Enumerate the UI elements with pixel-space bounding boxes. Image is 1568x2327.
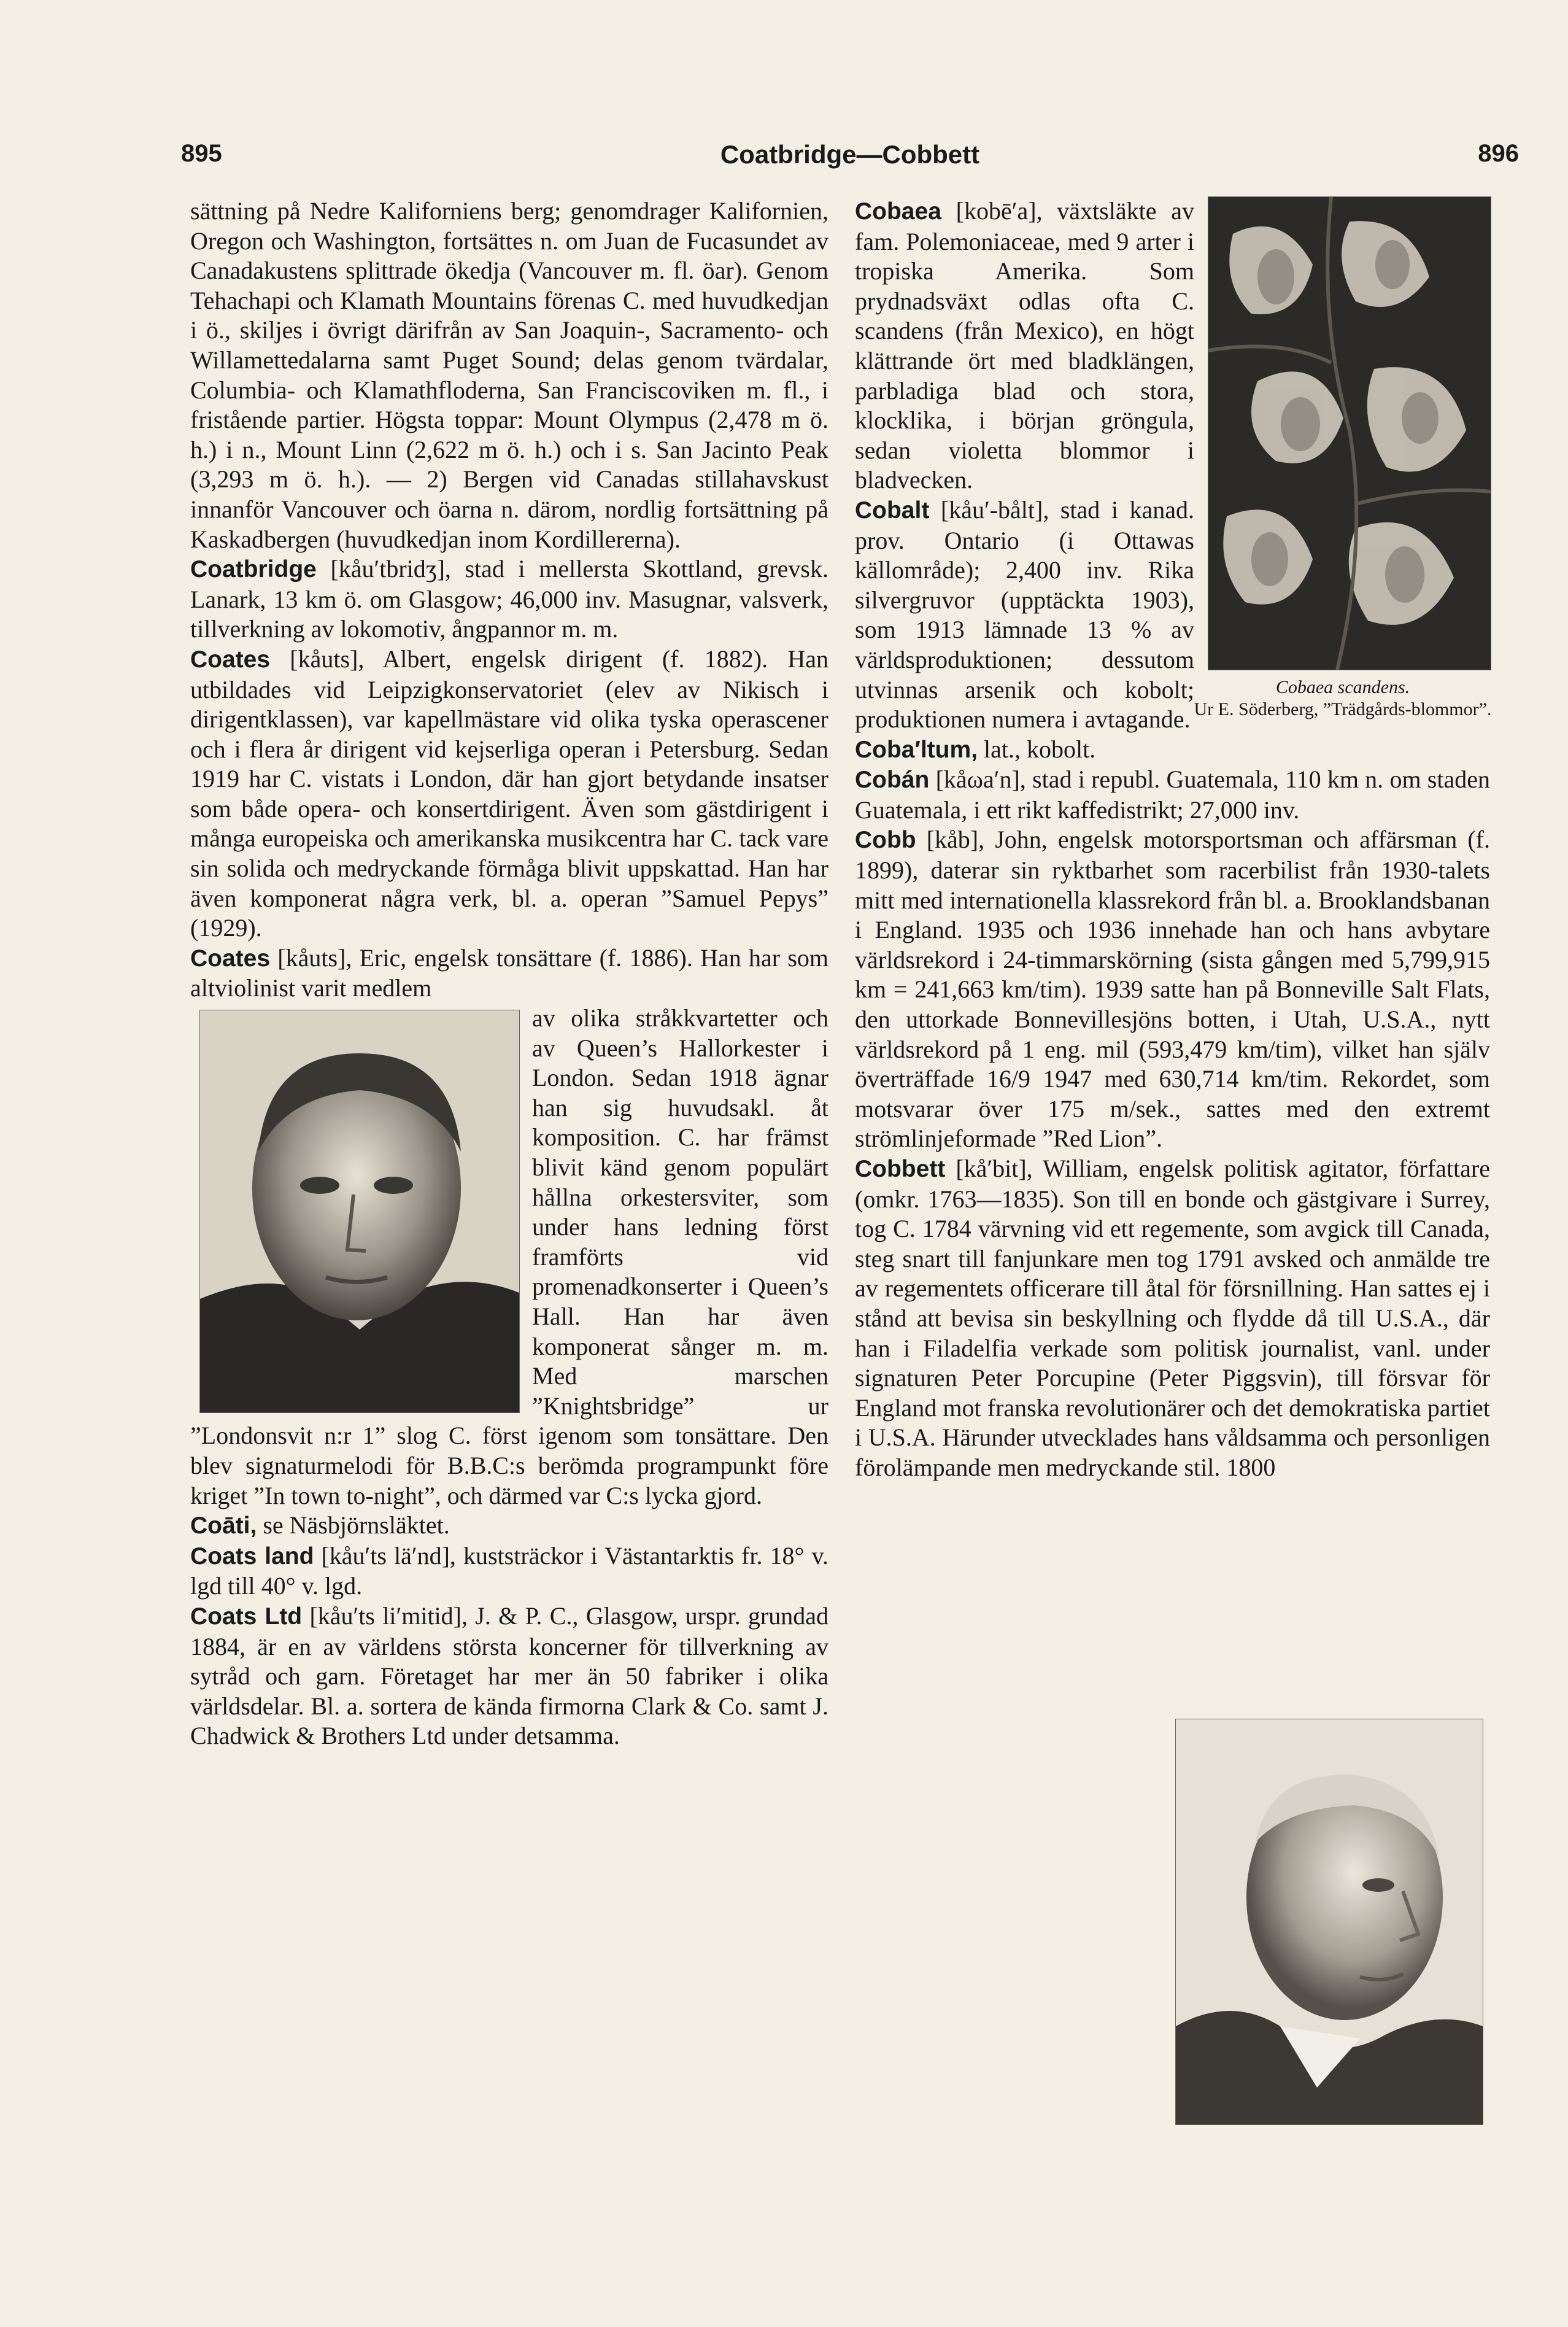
entry-coati-text: se Näsbjörnsläktet. — [257, 1511, 450, 1539]
entry-coats-land — [190, 1541, 828, 1601]
entry-cobb-text: [kåb], John, engelsk motorsportsman och affärsman (f. 1899), daterar sin ryktbarhet som racerbilist från 1930-talets mitt med internationella klassrekord från bl. a. Brooklandsbanan i England. 1935 och 1936 innehade han och hans avbytare världsrekord i 24-timmarskörning (sista gången med 5,799,915 km = 241,663 km/tim). 1939 satte han på Bonneville Salt Flats, den uttorkade Bonnevillesjöns botten, i Utah, U.S.A., nytt världsrekord på 1 eng. mil (593,479 km/tim), vilket han själv överträffade 16/9 1947 med 630,714 km/tim. Rekordet, som motsvarar över 175 m/sek., sattes med den extremt strömlinjeformade ”Red Lion”. — [855, 826, 1490, 1153]
headword-cobbett: Cobbett — [855, 1156, 946, 1182]
entry-coats-land-text: [kåu′ts lä′nd], kuststräckor i Västantarktis fr. 18° v. lgd till 40° v. lgd. — [190, 1541, 828, 1600]
headword-coats-land: Coats land — [190, 1543, 314, 1570]
entry-coats-ltd — [190, 1601, 828, 1751]
entry-cobaea-text: [kobē′a], växtsläkte av fam. Polemoniaceae, med 9 arter i tropiska Amerika. Som prydnadsväxt odlas ofta C. scandens (från Mexico), en högt klättrande ört med bladklängen, parbladiga blad och stora, klocklika, i början gröngula, sedan violetta blommor i bladvecken. — [855, 197, 1194, 494]
page-number-right: 896 — [1478, 140, 1519, 167]
flower-photo — [1208, 196, 1491, 670]
entry-coatbridge — [190, 554, 828, 645]
entry-cobb — [855, 825, 1490, 1154]
entry-coatbridge-text: [kåu′tbridʒ], stad i mellersta Skottland, grevsk. Lanark, 13 km ö. om Glasgow; 46,000 inv. Masugnar, valsverk, tillverkning av lokomotiv, ångpannor m. m. — [190, 555, 828, 643]
headword-coban: Cobán — [855, 767, 930, 794]
page-number-left: 895 — [181, 140, 222, 167]
entry-coban — [855, 765, 1490, 825]
figure-caption — [1183, 676, 1502, 721]
headword-coates-eric: Coates — [190, 945, 271, 972]
entry-coates-eric-text-a: [kåuts], Eric, engelsk tonsättare (f. 1886). Han har som altviolinist varit medlem — [190, 943, 828, 1002]
entry-cobbett — [855, 1154, 1490, 1483]
figure-cobaea-scandens — [1194, 196, 1492, 721]
left-column — [190, 196, 828, 2148]
figure-coates-portrait — [199, 1010, 519, 1412]
entry-coates-albert — [190, 645, 828, 943]
entry-cobalt-text: [kåu′-bålt], stad i kanad. prov. Ontario (i Ottawas källområde); 2,400 inv. Rika silvergruvor (upptäckta 1903), som 1913 lämnade 13 % av världsproduktionen; dessutom utvinnas arsenik och kobolt; produktionen numera i avtagande. — [855, 495, 1194, 734]
headword-coatbridge: Coatbridge — [190, 556, 317, 583]
entry-coati — [190, 1511, 828, 1541]
entry-coates-eric-continued: av olika stråkkvartetter och av Queen’s Hallorkester i London. Sedan 1918 ägnar han sig huvudsakl. åt komposition. C. har främst blivit känd genom populärt hållna orkestersviter, som under hans ledning först framförts vid promenadkonserter i Queen’s Hall. Han har även komponerat sånger m. m. Med marschen ”Knightsbridge” ur ”Londonsvit n:r 1” slog C. först igenom som tonsättare. Den blev signaturmelodi för B.B.C:s berömda programpunkt före kriget ”In town to-night”, och därmed var C:s lycka gjord. — [190, 1004, 828, 1509]
headword-cobalt: Cobalt — [855, 497, 930, 524]
headword-cobb: Cobb — [855, 827, 916, 854]
portrait-photo-cobbett — [1175, 1719, 1483, 2125]
entry-continuation-text: sättning på Nedre Kaliforniens berg; genomdrager Kalifornien, Oregon och Washington, fortsättes n. om Juan de Fucasundet av Canadakustens splittrade ökedja (Vancouver m. fl. öar). Genom Tehachapi och Klamath Mountains förenas C. med huvudkedjan i ö., skiljes i övrigt därifrån av San Joaquin-, Sacramento- och Willamettedalarna samt Puget Sound; delas genom tvärdalar, Columbia- och Klamathfloderna, San Franciscoviken m. fl., i fristående partier. Högsta toppar: Mount Olympus (2,478 m ö. h.) i n., Mount Linn (2,622 m ö. h.) och i s. San Jacinto Peak (3,293 m ö. h.). — 2) Bergen vid Canadas stillahavskust innanför Vancouver och öarna n. därom, nordlig fortsättning på Kaskadbergen (huvudkedjan inom Kordillererna). — [190, 197, 828, 553]
entry-cobbett-text: [kå′bit], William, engelsk politisk agitator, författare (omkr. 1763—1835). Son till en bonde och gästgivare i Surrey, tog C. 1784 värvning vid ett regemente, som avgick till Canada, steg snart till fanjunkare men tog 1791 avsked och anmälde tre av regementets officerare till åtal för försnillning. Han sattes ej i stånd att bevisa sin beskyllning och flydde då till U.S.A., där han i Filadelfia verkade som politisk journalist, vanl. under signaturen Peter Porcupine (Peter Piggsvin), till försvar för England mot franska revolutionärer och det demokratiska partiet i U.S.A. Härunder utvecklades hans våldsamma och personligen förolämpande men medryckande stil. 1800 — [855, 1155, 1490, 1481]
entry-cobaltum — [855, 735, 1490, 765]
headword-coates-albert: Coates — [190, 646, 271, 673]
portrait-photo-coates — [199, 1010, 520, 1413]
entry-coats-ltd-text: [kåu′ts li′mitid], J. & P. C., Glasgow, urspr. grundad 1884, är en av världens största koncerner för tillverkning av sytråd och garn. Företaget har mer än 50 fabriker i olika världsdelar. Bl. a. sortera de kända firmorna Clark & Co. samt J. Chadwick & Brothers Ltd under detsamma. — [190, 1601, 829, 1750]
entry-cobaltum-text: lat., kobolt. — [978, 735, 1096, 763]
entry-coban-text: [kåωa′n], stad i republ. Guatemala, 110 km n. om staden Guatemala, i ett rikt kaffedistrikt; 27,000 inv. — [855, 765, 1490, 824]
headword-cobaltum: Coba′ltum, — [855, 736, 978, 763]
headword-coats-ltd: Coats Ltd — [190, 1603, 303, 1630]
entry-coates-albert-text: [kåuts], Albert, engelsk dirigent (f. 1882). Han utbildades vid Leipzigkonservatoriet (elev av Nikisch i dirigentklassen), var kapellmästare vid olika tyska operascener och i flera år dirigent vid kejserliga operan i Petersburg. Sedan 1919 har C. vistats i London, där han gjort betydande insatser som både opera- och konsertdirigent. Även som gästdirigent i många europeiska och amerikanska musikcentra har C. tack vare sin solida och medryckande förmåga blivit uppskattad. Han har även komponerat några verk, bl. a. operan ”Samuel Pepys” (1929). — [190, 645, 828, 942]
headword-cobaea: Cobaea — [855, 198, 941, 225]
headword-coati: Coāti, — [190, 1512, 257, 1539]
running-head-title: Coatbridge—Cobbett — [720, 140, 980, 169]
entry-coates-eric — [190, 943, 828, 1004]
caption-source: Ur E. Söderberg, ”Trädgårds-blommor”. — [1194, 699, 1492, 719]
caption-title: Cobaea scandens. — [1275, 677, 1410, 697]
page-header — [181, 140, 1519, 183]
